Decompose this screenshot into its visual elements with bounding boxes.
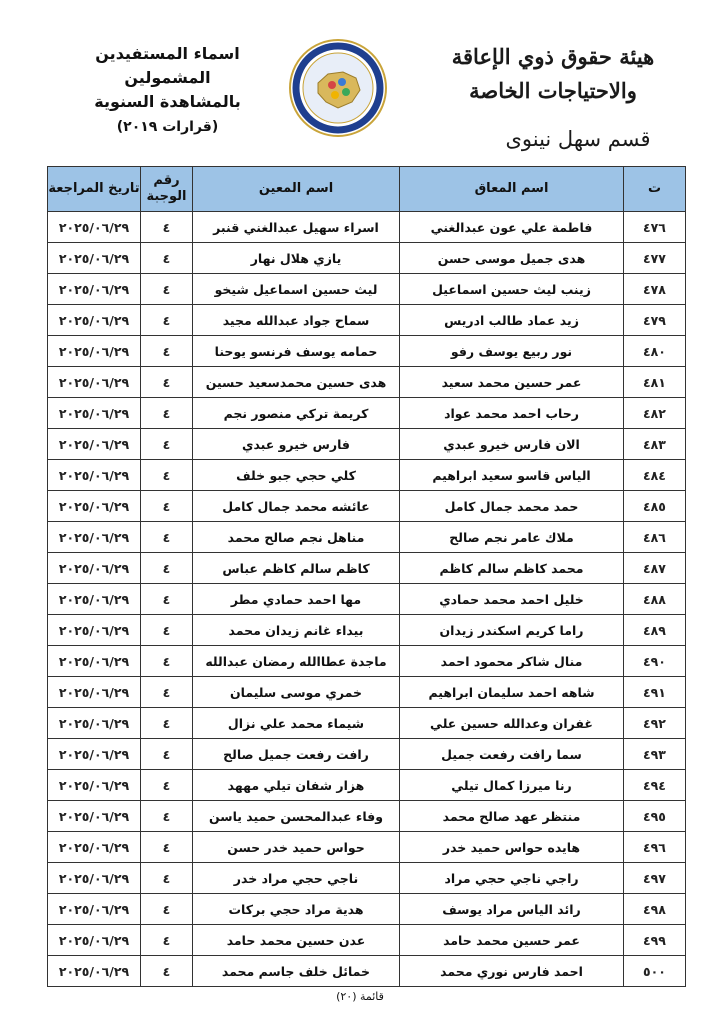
cell-no: ٤٩٤	[624, 770, 686, 801]
table-row	[48, 429, 686, 460]
cell-meal-no: ٤	[141, 646, 193, 677]
document-header	[0, 0, 720, 165]
cell-meal-no: ٤	[141, 491, 193, 522]
cell-review-date: ٢٠٢٥/٠٦/٢٩	[48, 336, 141, 367]
cell-review-date: ٢٠٢٥/٠٦/٢٩	[48, 801, 141, 832]
table-row	[48, 460, 686, 491]
cell-disabled-name: عمر حسين محمد سعيد	[400, 367, 624, 398]
cell-review-date: ٢٠٢٥/٠٦/٢٩	[48, 398, 141, 429]
cell-review-date: ٢٠٢٥/٠٦/٢٩	[48, 739, 141, 770]
cell-disabled-name: هدى جميل موسى حسن	[400, 243, 624, 274]
cell-review-date: ٢٠٢٥/٠٦/٢٩	[48, 460, 141, 491]
cell-meal-no: ٤	[141, 336, 193, 367]
cell-disabled-name: رائد الياس مراد يوسف	[400, 894, 624, 925]
organization-name: هيئة حقوق ذوي الإعاقة والاحتياجات الخاصة	[451, 44, 655, 103]
cell-disabled-name: نور ربيع يوسف رفو	[400, 336, 624, 367]
document-title	[60, 42, 275, 138]
cell-no: ٤٩٢	[624, 708, 686, 739]
cell-review-date: ٢٠٢٥/٠٦/٢٩	[48, 770, 141, 801]
cell-caregiver-name: يازي هلال نهار	[193, 243, 400, 274]
cell-caregiver-name: وفاء عبدالمحسن حميد ياسن	[193, 801, 400, 832]
column-header-review-date: تاريخ المراجعة	[48, 167, 141, 212]
cell-meal-no: ٤	[141, 305, 193, 336]
cell-meal-no: ٤	[141, 398, 193, 429]
cell-caregiver-name: هدية مراد حجي بركات	[193, 894, 400, 925]
table-row	[48, 770, 686, 801]
table-row	[48, 305, 686, 336]
table-row	[48, 367, 686, 398]
cell-caregiver-name: حمامه يوسف فرنسو يوحنا	[193, 336, 400, 367]
cell-caregiver-name: خمائل خلف جاسم محمد	[193, 956, 400, 987]
cell-meal-no: ٤	[141, 894, 193, 925]
cell-disabled-name: شاهه احمد سليمان ابراهيم	[400, 677, 624, 708]
cell-review-date: ٢٠٢٥/٠٦/٢٩	[48, 832, 141, 863]
cell-review-date: ٢٠٢٥/٠٦/٢٩	[48, 925, 141, 956]
table-row	[48, 398, 686, 429]
cell-caregiver-name: سماح جواد عبدالله مجيد	[193, 305, 400, 336]
beneficiaries-table	[47, 166, 686, 987]
cell-disabled-name: منتظر عهد صالح محمد	[400, 801, 624, 832]
column-header-disabled-name: اسم المعاق	[400, 167, 624, 212]
cell-review-date: ٢٠٢٥/٠٦/٢٩	[48, 863, 141, 894]
cell-disabled-name: ملاك عامر نجم صالح	[400, 522, 624, 553]
cell-no: ٤٨٧	[624, 553, 686, 584]
table-row	[48, 739, 686, 770]
table-row	[48, 646, 686, 677]
cell-review-date: ٢٠٢٥/٠٦/٢٩	[48, 243, 141, 274]
cell-meal-no: ٤	[141, 615, 193, 646]
cell-disabled-name: فاطمة علي عون عبدالغني	[400, 212, 624, 243]
cell-meal-no: ٤	[141, 367, 193, 398]
cell-no: ٤٩٣	[624, 739, 686, 770]
cell-no: ٤٨٦	[624, 522, 686, 553]
table-row	[48, 522, 686, 553]
cell-no: ٤٩٠	[624, 646, 686, 677]
cell-review-date: ٢٠٢٥/٠٦/٢٩	[48, 584, 141, 615]
cell-no: ٤٨٥	[624, 491, 686, 522]
cell-disabled-name: راجي ناجي حجي مراد	[400, 863, 624, 894]
cell-caregiver-name: كريمة تركي منصور نجم	[193, 398, 400, 429]
cell-no: ٥٠٠	[624, 956, 686, 987]
table-row	[48, 491, 686, 522]
table-row	[48, 832, 686, 863]
table-row	[48, 801, 686, 832]
title-line-3: (قرارات ٢٠١٩)	[116, 119, 219, 135]
table-row	[48, 894, 686, 925]
cell-disabled-name: سما رافت رفعت جميل	[400, 739, 624, 770]
cell-meal-no: ٤	[141, 429, 193, 460]
table-row	[48, 553, 686, 584]
cell-caregiver-name: مناهل نجم صالح محمد	[193, 522, 400, 553]
department-name: قسم سهل نينوى	[505, 127, 651, 151]
column-header-no: ت	[624, 167, 686, 212]
table-row	[48, 212, 686, 243]
cell-meal-no: ٤	[141, 708, 193, 739]
cell-review-date: ٢٠٢٥/٠٦/٢٩	[48, 677, 141, 708]
cell-no: ٤٨١	[624, 367, 686, 398]
cell-disabled-name: زيد عماد طالب ادريس	[400, 305, 624, 336]
table-row	[48, 615, 686, 646]
column-header-caregiver-name: اسم المعين	[193, 167, 400, 212]
cell-disabled-name: غفران وعدالله حسين علي	[400, 708, 624, 739]
cell-no: ٤٨٩	[624, 615, 686, 646]
table-row	[48, 274, 686, 305]
cell-no: ٤٧٦	[624, 212, 686, 243]
cell-meal-no: ٤	[141, 460, 193, 491]
cell-caregiver-name: ماجدة عطاالله رمضان عبدالله	[193, 646, 400, 677]
cell-meal-no: ٤	[141, 553, 193, 584]
cell-disabled-name: الياس قاسو سعيد ابراهيم	[400, 460, 624, 491]
cell-review-date: ٢٠٢٥/٠٦/٢٩	[48, 956, 141, 987]
title-line-2: بالمشاهدة السنوية	[94, 92, 241, 111]
cell-meal-no: ٤	[141, 212, 193, 243]
cell-caregiver-name: حواس حميد خدر حسن	[193, 832, 400, 863]
cell-no: ٤٩٨	[624, 894, 686, 925]
cell-caregiver-name: شيماء محمد علي نزال	[193, 708, 400, 739]
page-footer: قائمة (٢٠)	[336, 990, 384, 1003]
cell-disabled-name: الان فارس خيرو عبدي	[400, 429, 624, 460]
table-row	[48, 243, 686, 274]
cell-caregiver-name: عائشه محمد جمال كامل	[193, 491, 400, 522]
cell-meal-no: ٤	[141, 801, 193, 832]
cell-review-date: ٢٠٢٥/٠٦/٢٩	[48, 708, 141, 739]
cell-review-date: ٢٠٢٥/٠٦/٢٩	[48, 305, 141, 336]
table-row	[48, 956, 686, 987]
cell-no: ٤٩٩	[624, 925, 686, 956]
table-row	[48, 584, 686, 615]
cell-meal-no: ٤	[141, 863, 193, 894]
cell-disabled-name: زينب ليث حسين اسماعيل	[400, 274, 624, 305]
table-row	[48, 336, 686, 367]
cell-review-date: ٢٠٢٥/٠٦/٢٩	[48, 615, 141, 646]
cell-disabled-name: محمد كاظم سالم كاظم	[400, 553, 624, 584]
cell-no: ٤٨٤	[624, 460, 686, 491]
cell-no: ٤٩٥	[624, 801, 686, 832]
cell-meal-no: ٤	[141, 739, 193, 770]
cell-no: ٤٨٢	[624, 398, 686, 429]
cell-meal-no: ٤	[141, 925, 193, 956]
cell-caregiver-name: مها احمد حمادي مطر	[193, 584, 400, 615]
cell-meal-no: ٤	[141, 770, 193, 801]
organization-block	[418, 40, 688, 156]
cell-no: ٤٨٣	[624, 429, 686, 460]
cell-disabled-name: رنا ميرزا كمال تيلي	[400, 770, 624, 801]
cell-caregiver-name: رافت رفعت جميل صالح	[193, 739, 400, 770]
cell-caregiver-name: خمري موسى سليمان	[193, 677, 400, 708]
cell-no: ٤٨٨	[624, 584, 686, 615]
cell-review-date: ٢٠٢٥/٠٦/٢٩	[48, 522, 141, 553]
cell-caregiver-name: فارس خيرو عبدي	[193, 429, 400, 460]
cell-disabled-name: احمد فارس نوري محمد	[400, 956, 624, 987]
cell-no: ٤٨٠	[624, 336, 686, 367]
cell-review-date: ٢٠٢٥/٠٦/٢٩	[48, 894, 141, 925]
cell-meal-no: ٤	[141, 243, 193, 274]
cell-review-date: ٢٠٢٥/٠٦/٢٩	[48, 274, 141, 305]
table-row	[48, 677, 686, 708]
cell-caregiver-name: ليث حسين اسماعيل شيخو	[193, 274, 400, 305]
ministry-seal-icon	[288, 38, 388, 138]
cell-disabled-name: حمد محمد جمال كامل	[400, 491, 624, 522]
cell-no: ٤٩٦	[624, 832, 686, 863]
title-line-1: اسماء المستفيدين المشمولين	[95, 44, 240, 87]
cell-caregiver-name: اسراء سهيل عبدالغني قنبر	[193, 212, 400, 243]
cell-meal-no: ٤	[141, 522, 193, 553]
table-row	[48, 708, 686, 739]
cell-no: ٤٩١	[624, 677, 686, 708]
column-header-meal-no: رقم الوجبة	[141, 167, 193, 212]
cell-disabled-name: عمر حسين محمد حامد	[400, 925, 624, 956]
cell-review-date: ٢٠٢٥/٠٦/٢٩	[48, 646, 141, 677]
cell-review-date: ٢٠٢٥/٠٦/٢٩	[48, 429, 141, 460]
table-row	[48, 863, 686, 894]
cell-review-date: ٢٠٢٥/٠٦/٢٩	[48, 553, 141, 584]
cell-review-date: ٢٠٢٥/٠٦/٢٩	[48, 367, 141, 398]
table-row	[48, 925, 686, 956]
cell-meal-no: ٤	[141, 832, 193, 863]
cell-caregiver-name: كلي حجي جبو خلف	[193, 460, 400, 491]
cell-meal-no: ٤	[141, 956, 193, 987]
cell-caregiver-name: بيداء غانم زيدان محمد	[193, 615, 400, 646]
cell-disabled-name: راما كريم اسكندر زيدان	[400, 615, 624, 646]
cell-disabled-name: رحاب احمد محمد عواد	[400, 398, 624, 429]
cell-caregiver-name: عدن حسين محمد حامد	[193, 925, 400, 956]
cell-no: ٤٩٧	[624, 863, 686, 894]
cell-caregiver-name: كاظم سالم كاظم عباس	[193, 553, 400, 584]
cell-disabled-name: منال شاكر محمود احمد	[400, 646, 624, 677]
cell-disabled-name: هايده حواس حميد خدر	[400, 832, 624, 863]
cell-no: ٤٧٨	[624, 274, 686, 305]
cell-disabled-name: خليل احمد محمد حمادي	[400, 584, 624, 615]
cell-no: ٤٧٩	[624, 305, 686, 336]
cell-caregiver-name: ناجي حجي مراد خدر	[193, 863, 400, 894]
cell-no: ٤٧٧	[624, 243, 686, 274]
cell-review-date: ٢٠٢٥/٠٦/٢٩	[48, 212, 141, 243]
cell-review-date: ٢٠٢٥/٠٦/٢٩	[48, 491, 141, 522]
cell-caregiver-name: هدى حسين محمدسعيد حسين	[193, 367, 400, 398]
cell-caregiver-name: هزار شفان تيلي مههد	[193, 770, 400, 801]
cell-meal-no: ٤	[141, 274, 193, 305]
cell-meal-no: ٤	[141, 677, 193, 708]
cell-meal-no: ٤	[141, 584, 193, 615]
table-body	[48, 212, 686, 987]
table-header-row	[48, 167, 686, 212]
